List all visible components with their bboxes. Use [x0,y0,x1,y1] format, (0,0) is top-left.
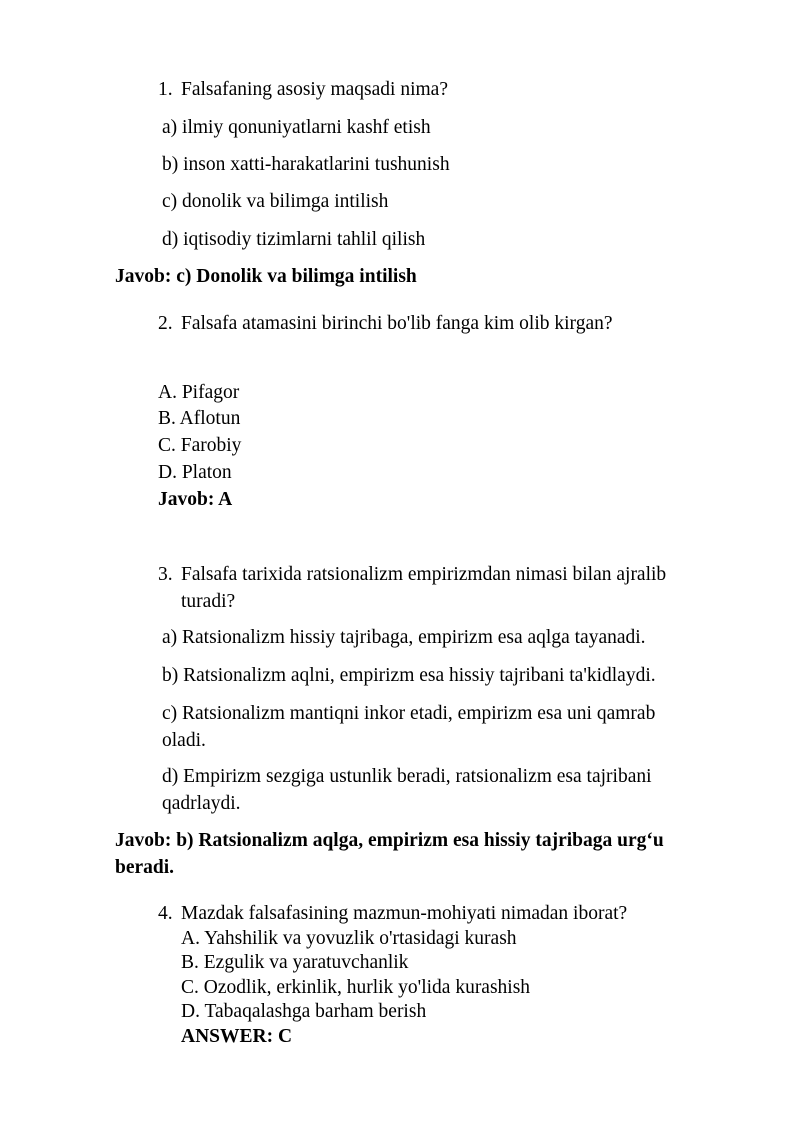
answer-option: c) donolik va bilimga intilish [162,191,389,212]
correct-answer: ANSWER: C [181,1026,293,1047]
answer-option: d) Empirizm sezgiga ustunlik beradi, ratsionalizm esa tajribani [162,766,652,787]
answer-option: A. Pifagor [158,382,240,403]
answer-option: a) ilmiy qonuniyatlarni kashf etish [162,117,431,138]
answer-option: B. Ezgulik va yaratuvchanlik [181,952,409,973]
question-text: Falsafa atamasini birinchi bo'lib fanga kim olib kirgan? [181,313,613,334]
answer-option-continued: qadrlaydi. [162,793,241,814]
correct-answer: Javob: b) Ratsionalizm aqlga, empirizm esa hissiy tajribaga urg‘u [115,830,664,851]
question-number: 1. [158,79,173,100]
question-text-line: Falsafa tarixida ratsionalizm empirizmdan nimasi bilan ajralib [181,564,667,585]
answer-option: c) Ratsionalizm mantiqni inkor etadi, empirizm esa uni qamrab [162,703,656,724]
answer-option: b) Ratsionalizm aqlni, empirizm esa hissiy tajribani ta'kidlaydi. [162,665,656,686]
answer-option: b) inson xatti-harakatlarini tushunish [162,154,450,175]
question-number: 2. [158,313,173,334]
question-text: Falsafaning asosiy maqsadi nima? [181,79,448,100]
answer-option: B. Aflotun [158,408,241,429]
question-number: 4. [158,903,173,924]
answer-option: C. Ozodlik, erkinlik, hurlik yo'lida kurashish [181,977,531,998]
correct-answer: Javob: A [158,489,233,510]
correct-answer-continued: beradi. [115,857,175,878]
answer-option: a) Ratsionalizm hissiy tajribaga, empirizm esa aqlga tayanadi. [162,627,646,648]
question-text-line: turadi? [181,591,236,612]
correct-answer: Javob: c) Donolik va bilimga intilish [115,266,417,287]
answer-option: D. Tabaqalashga barham berish [181,1001,427,1022]
answer-option: D. Platon [158,462,232,483]
answer-option-continued: oladi. [162,730,206,751]
answer-option: d) iqtisodiy tizimlarni tahlil qilish [162,229,426,250]
question-number: 3. [158,564,173,585]
answer-option: A. Yahshilik va yovuzlik o'rtasidagi kurash [181,928,517,949]
question-text: Mazdak falsafasining mazmun-mohiyati nimadan iborat? [181,903,628,924]
answer-option: C. Farobiy [158,435,242,456]
